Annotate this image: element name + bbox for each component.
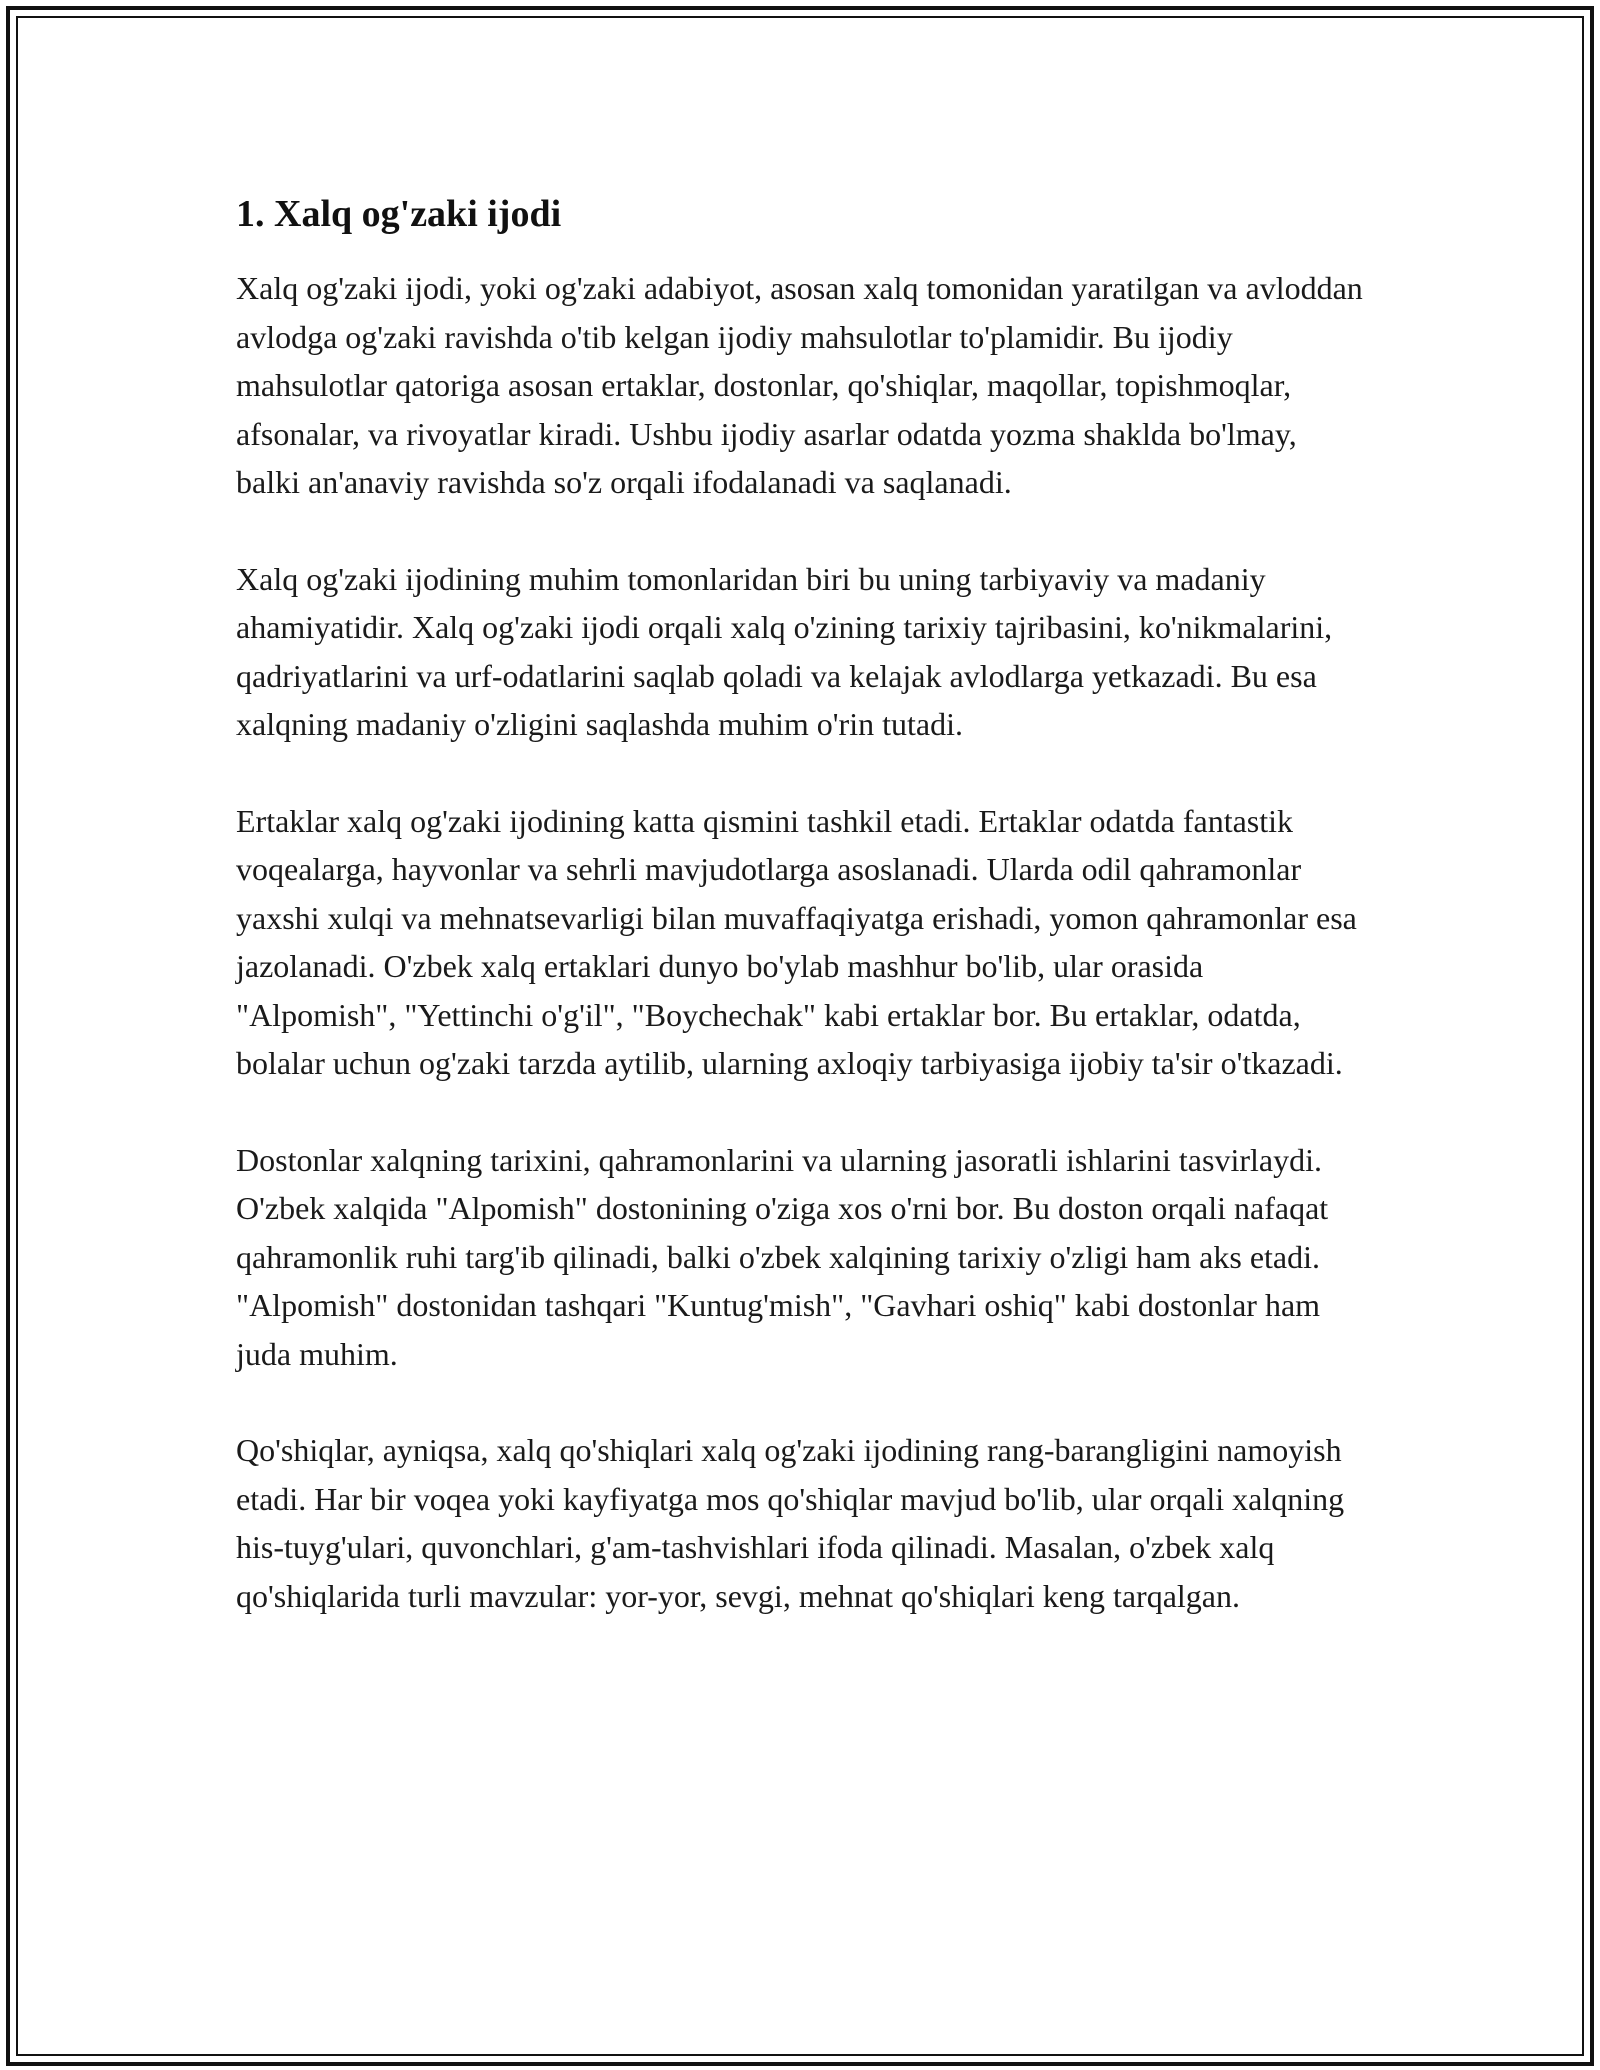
paragraph-tales: Ertaklar xalq og'zaki ijodining katta qismini tashkil etadi. Ertaklar odatda fantastik voqealarga, hayvonlar va sehrli mavjudotlarga asoslanadi. Ularda odil qahramonlar yaxshi xulqi va mehnatsevarligi bilan muvaffaqiyatga erishadi, yomon qahramonlar esa jazolanadi. O'zbek xalq ertaklari dunyo bo'ylab mashhur bo'lib, ular orasida "Alpomish", "Yettinchi o'g'il", "Boychechak" kabi ertaklar bor. Bu ertaklar, odatda, bolalar uchun og'zaki tarzda aytilib, ularning axloqiy tarbiyasiga ijobiy ta'sir o'tkazadi. <box>236 802 1357 1081</box>
paragraph-intro: Xalq og'zaki ijodi, yoki og'zaki adabiyot, asosan xalq tomonidan yaratilgan va avloddan avlodga og'zaki ravishda o'tib kelgan ijodiy mahsulotlar to'plamidir. Bu ijodiy mahsulotlar qatoriga asosan ertaklar, dostonlar, qo'shiqlar, maqollar, topishmoqlar, afsonalar, va rivoyatlar kiradi. Ushbu ijodiy asarlar odatda yozma shaklda bo'lmay, balki an'anaviy ravishda so'z orqali ifodalanadi va saqlanadi. <box>236 270 1363 500</box>
paragraph-importance: Xalq og'zaki ijodining muhim tomonlaridan biri bu uning tarbiyaviy va madaniy ahamiyatidir. Xalq og'zaki ijodi orqali xalq o'zining tarixiy tajribasini, ko'nikmalarini, qadriyatlarini va urf-odatlarini saqlab qoladi va kelajak avlodlarga yetkazadi. Bu esa xalqning madaniy o'zligini saqlashda muhim o'rin tutadi. <box>236 560 1333 742</box>
section-heading: 1. Xalq og'zaki ijodi <box>236 193 562 235</box>
paragraph-epics: Dostonlar xalqning tarixini, qahramonlarini va ularning jasoratli ishlarini tasvirlaydi. O'zbek xalqida "Alpomish" dostonining o'ziga xos o'rni bor. Bu doston orqali nafaqat qahramonlik ruhi targ'ib qilinadi, balki o'zbek xalqining tarixiy o'zligi ham aks etadi. "Alpomish" dostonidan tashqari "Kuntug'mish", "Gavhari oshiq" kabi dostonlar ham juda muhim. <box>236 1141 1329 1372</box>
paragraph-songs: Qo'shiqlar, ayniqsa, xalq qo'shiqlari xalq og'zaki ijodining rang-barangligini namoyish etadi. Har bir voqea yoki kayfiyatga mos qo'shiqlar mavjud bo'lib, ular orqali xalqning his-tuyg'ulari, quvonchlari, g'am-tashvishlari ifoda qilinadi. Masalan, o'zbek xalq qo'shiqlarida turli mavzular: yor-yor, sevgi, mehnat qo'shiqlari keng tarqalgan. <box>236 1432 1345 1614</box>
document-body <box>236 186 1366 1668</box>
